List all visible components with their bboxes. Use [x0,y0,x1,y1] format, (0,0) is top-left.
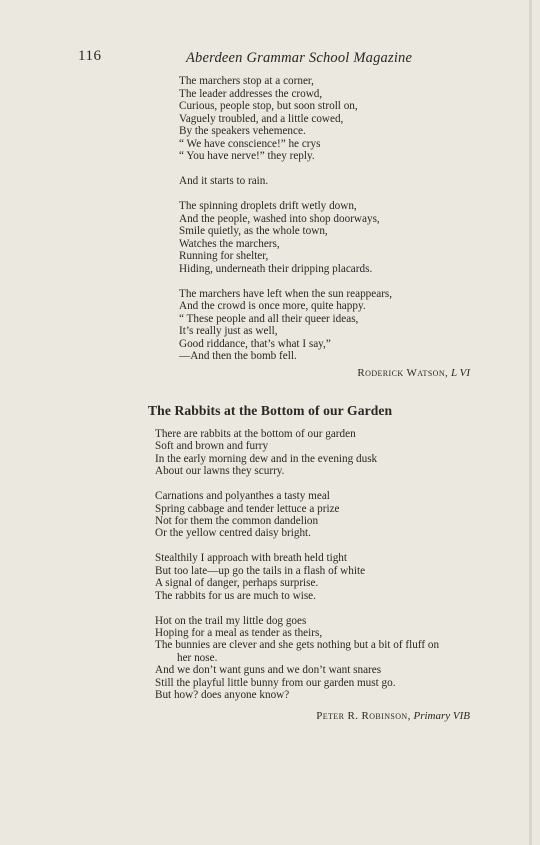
poem-line: A signal of danger, perhaps surprise. [155,577,319,590]
author-form: Primary VIB [413,710,470,722]
poem-line: But too late—up go the tails in a flash of white [155,564,366,577]
poem-line: Or the yellow centred daisy bright. [155,527,311,540]
poem-line: Not for them the common dandelion [155,515,319,528]
poem-line: Hot on the trail my little dog goes [155,614,307,627]
stanza [179,175,392,188]
poem-line: The marchers stop at a corner, [179,75,314,87]
poem-line: Smile quietly, as the whole town, [179,225,328,238]
poem-line: By the speakers vehemence. [179,125,306,137]
poem-line: The spinning droplets drift wetly down, [179,200,357,213]
page-number: 116 [78,48,102,64]
poem-line: Watches the marchers, [179,237,280,250]
poem-line: “ We have conscience!” he crys [179,137,321,150]
poem-line: Hoping for a meal as tender as theirs, [155,627,323,640]
stanza [155,490,439,540]
poem-body [179,75,392,375]
poem-title: The Rabbits at the Bottom of our Garden [148,403,393,418]
poem-line: Stealthily I approach with breath held tight [155,552,348,565]
page-edge [529,0,532,845]
poem-line: And we don’t want guns and we don’t want snares [155,664,382,677]
poem-line: Running for shelter, [179,250,269,263]
poem-line: And the crowd is once more, quite happy. [179,300,366,313]
poem-line: There are rabbits at the bottom of our garden [155,428,356,440]
poem-attribution [357,367,470,379]
stanza [155,552,439,602]
poem-attribution [316,710,470,722]
poem-line: “ These people and all their queer ideas, [179,312,359,325]
poem-line: But how? does anyone know? [155,689,290,702]
poem-line: Hiding, underneath their dripping placards. [179,262,373,275]
poem-line: “ You have nerve!” they reply. [179,150,315,162]
poem-line: The rabbits for us are much to wise. [155,589,316,602]
poem-line: About our lawns they scurry. [155,465,285,478]
poem-body [155,428,439,714]
poem-line: her nose. [177,651,218,664]
poem-line: And it starts to rain. [179,175,269,188]
poem-line: And the people, washed into shop doorways, [179,212,380,225]
poem-line: In the early morning dew and in the evening dusk [155,452,378,465]
stanza [179,200,392,275]
poem-line: Soft and brown and furry [155,440,269,453]
poem-line: It’s really just as well, [179,325,278,338]
poem-line: —And then the bomb fell. [179,350,297,363]
author-name: Roderick Watson, [357,367,449,379]
poem-line: Spring cabbage and tender lettuce a prize [155,502,340,515]
poem-line: Carnations and polyanthes a tasty meal [155,490,330,503]
author-name: Peter R. Robinson, [316,710,411,722]
author-form: L VI [450,367,470,379]
stanza [155,615,439,702]
poem-line: Vaguely troubled, and a little cowed, [179,112,344,125]
poem-line: The marchers have left when the sun reappears, [179,287,393,300]
running-title: Aberdeen Grammar School Magazine [186,50,413,66]
stanza [179,288,392,363]
stanza [155,428,439,478]
poem-line: Curious, people stop, but soon stroll on, [179,100,358,112]
poem-line: The leader addresses the crowd, [179,87,323,100]
poem-line: The bunnies are clever and she gets nothing but a bit of fluff on [155,639,440,652]
poem-line: Good riddance, that’s what I say,” [179,337,331,350]
poem-line: Still the playful little bunny from our garden must go. [155,676,396,689]
stanza [179,75,392,163]
